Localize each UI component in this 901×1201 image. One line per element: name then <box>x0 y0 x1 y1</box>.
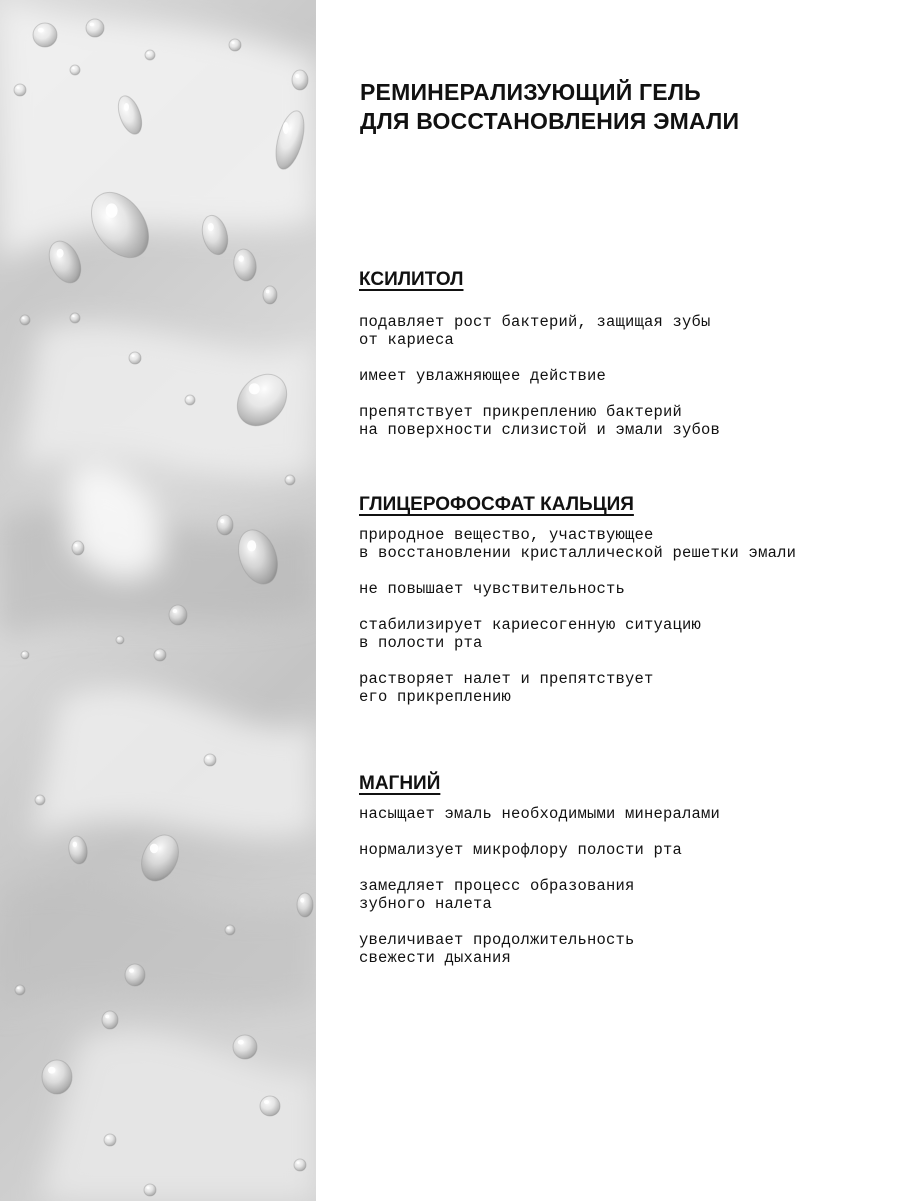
section-magnesium <box>359 772 889 967</box>
benefit-line: нормализует микрофлору полости рта <box>359 841 683 859</box>
benefit-line: растворяет налет и препятствует <box>359 670 654 688</box>
water-drop-highlight <box>106 203 118 217</box>
water-drop-highlight <box>238 1040 244 1045</box>
water-drop <box>169 605 187 625</box>
water-drop-highlight <box>38 28 44 33</box>
water-drop <box>217 515 233 535</box>
water-drop <box>233 1035 257 1059</box>
benefit-item <box>359 931 889 967</box>
water-drop <box>285 475 295 485</box>
water-drop-highlight <box>220 519 224 523</box>
water-drop <box>204 754 216 766</box>
water-drop <box>104 1134 116 1146</box>
water-drop-highlight <box>206 756 209 758</box>
water-drop-highlight <box>227 927 230 929</box>
benefit-line: имеет увлажняющее действие <box>359 367 607 385</box>
water-drop-highlight <box>17 987 20 989</box>
benefit-line: в полости рта <box>359 634 483 652</box>
benefit-line: свежести дыхания <box>359 949 512 967</box>
benefit-line: препятствует прикреплению бактерий <box>359 403 683 421</box>
water-drop <box>21 651 29 659</box>
water-drop <box>145 50 155 60</box>
section-xylitol <box>359 268 889 439</box>
water-drop-highlight <box>106 1136 109 1138</box>
benefit-item <box>359 313 889 349</box>
water-drop-highlight <box>296 1161 299 1163</box>
benefit-item <box>359 580 889 598</box>
page-title <box>360 78 739 136</box>
water-drop-highlight <box>173 609 178 613</box>
water-drop <box>15 985 25 995</box>
benefit-item <box>359 841 889 859</box>
section-heading: ГЛИЦЕРОФОСФАТ КАЛЬЦИЯ <box>359 494 634 515</box>
benefit-line: на поверхности слизистой и эмали зубов <box>359 421 721 439</box>
water-drop-highlight <box>73 842 78 848</box>
gel-water-drops-image <box>0 0 316 1201</box>
water-drop <box>72 541 84 555</box>
water-drop-highlight <box>150 844 159 854</box>
benefit-line: увеличивает продолжительность <box>359 931 635 949</box>
water-drop-highlight <box>74 544 77 547</box>
water-drop <box>86 19 104 37</box>
benefit-item <box>359 616 889 652</box>
water-drop-highlight <box>124 103 129 111</box>
water-drop-highlight <box>231 41 234 43</box>
water-drop-highlight <box>146 1186 149 1188</box>
benefit-item <box>359 526 889 562</box>
water-drop-highlight <box>187 397 190 399</box>
water-drop-highlight <box>105 1015 109 1019</box>
water-drop-highlight <box>156 651 159 653</box>
section-heading: КСИЛИТОЛ <box>359 269 464 290</box>
water-drop-highlight <box>264 1100 269 1104</box>
benefit-item <box>359 670 889 706</box>
water-drop <box>125 964 145 986</box>
water-drop <box>42 1060 72 1094</box>
water-drop <box>185 395 195 405</box>
benefit-line: подавляет рост бактерий, защищая зубы <box>359 313 711 331</box>
water-drop-highlight <box>300 898 304 903</box>
benefit-line: зубного налета <box>359 895 493 913</box>
benefit-line: от кариеса <box>359 331 455 349</box>
water-drop <box>129 352 141 364</box>
water-drop-highlight <box>72 67 75 69</box>
benefit-item <box>359 403 889 439</box>
section-heading: МАГНИЙ <box>359 773 441 794</box>
section-calcium-glycerophosphate <box>359 493 889 706</box>
title-line-2: ДЛЯ ВОССТАНОВЛЕНИЯ ЭМАЛИ <box>360 108 740 134</box>
water-drop <box>116 636 124 644</box>
water-drop <box>102 1011 118 1029</box>
water-drop-highlight <box>57 249 64 258</box>
benefit-item <box>359 367 889 385</box>
water-drop-highlight <box>22 317 25 319</box>
benefit-line: в восстановлении кристаллической решетки эмали <box>359 544 797 562</box>
water-drop <box>263 286 277 304</box>
water-drop-highlight <box>208 223 214 231</box>
water-drop-highlight <box>247 540 256 551</box>
water-drop <box>20 315 30 325</box>
water-drop <box>35 795 45 805</box>
water-drop-highlight <box>295 74 299 78</box>
water-drop <box>14 84 26 96</box>
water-drop-highlight <box>131 354 134 356</box>
water-drop-highlight <box>249 383 260 394</box>
water-drop-highlight <box>238 255 244 261</box>
water-drop-highlight <box>266 290 270 294</box>
water-drop <box>33 23 57 47</box>
water-drop-highlight <box>287 477 290 479</box>
water-drop <box>292 70 308 90</box>
water-drop <box>260 1096 280 1116</box>
water-drop-highlight <box>37 797 40 799</box>
water-drop-highlight <box>129 968 134 972</box>
benefit-line: природное вещество, участвующее <box>359 526 654 544</box>
water-drop-highlight <box>118 637 120 639</box>
benefit-line: стабилизирует кариесогенную ситуацию <box>359 616 702 634</box>
benefit-item <box>359 805 889 823</box>
water-drop <box>154 649 166 661</box>
water-drop <box>297 893 313 917</box>
water-drop-highlight <box>147 52 150 54</box>
benefit-line: не повышает чувствительность <box>359 580 626 598</box>
water-drop-highlight <box>23 652 25 654</box>
benefit-line: насыщает эмаль необходимыми минералами <box>359 805 721 823</box>
benefit-line: его прикреплению <box>359 688 512 706</box>
benefit-item <box>359 877 889 913</box>
content-panel <box>316 0 901 1201</box>
water-drop <box>225 925 235 935</box>
title-line-1: РЕМИНЕРАЛИЗУЮЩИЙ ГЕЛЬ <box>360 79 701 105</box>
water-drop-highlight <box>16 86 19 88</box>
water-drop <box>229 39 241 51</box>
water-drop-highlight <box>72 315 75 317</box>
water-drop <box>144 1184 156 1196</box>
water-drop-highlight <box>90 23 95 27</box>
water-drop-highlight <box>48 1067 56 1074</box>
benefit-line: замедляет процесс образования <box>359 877 635 895</box>
water-drop-highlight <box>283 122 289 134</box>
water-drop <box>70 313 80 323</box>
water-drop <box>70 65 80 75</box>
water-drop <box>294 1159 306 1171</box>
